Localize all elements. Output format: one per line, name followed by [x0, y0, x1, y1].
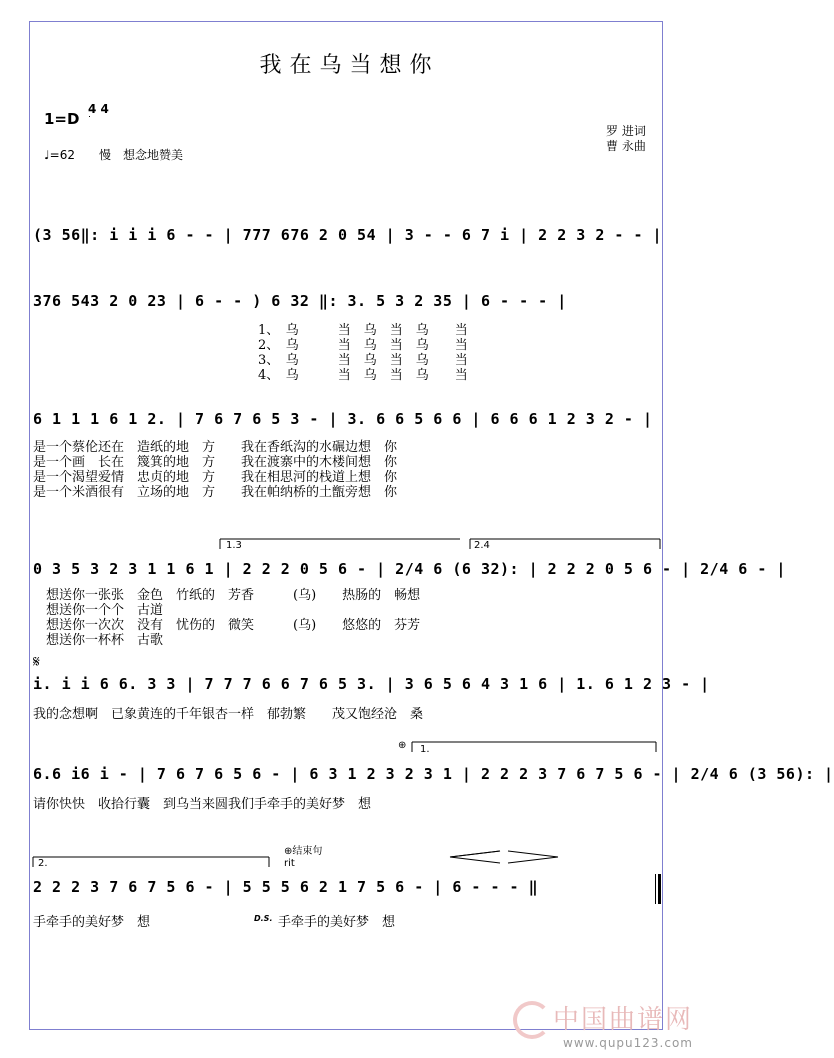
- lyric-line-6: 请你快快 收拾行囊 到乌当来圆我们手牵手的美好梦 想: [33, 797, 372, 812]
- lyric-line-2-2: 2、 乌 当 乌 当 乌 当: [258, 338, 468, 353]
- notation-line-4: 0 3 5 3 2 3 1 1 6 1 | 2 2 2 0 5 6 - | 2/4 6 (6 32): | 2 2 2 0 5 6 - | 2/4 6 - |: [33, 560, 786, 578]
- notation-line-6: 6.6 i6 i - | 7 6 7 6 5 6 - | 6 3 1 2 3 2 3 1 | 2 2 2 3 7 6 7 5 6 - | 2/4 6 (3 56): |: [33, 765, 834, 783]
- volta-bracket-line7: [33, 855, 273, 869]
- volta-bracket-line6: [412, 740, 662, 754]
- time-sig-top: 4: [88, 102, 97, 116]
- watermark: [553, 999, 693, 1050]
- notation-line-5: i. i i 6 6. 3 3 | 7 7 7 6 6 7 6 5 3. | 3 6 5 6 4 3 1 6 | 1. 6 1 2 3 - |: [33, 675, 710, 693]
- notation-line-1: (3 56‖: i i i 6 - - | 777 676 2 0 54 | 3 - - 6 7 i | 2 2 3 2 - - |: [33, 226, 663, 244]
- lyric-line-2-3: 3、 乌 当 乌 当 乌 当: [258, 353, 468, 368]
- lyric-line-7-a: 手牵手的美好梦 想: [33, 915, 164, 930]
- key-signature: 1=D: [44, 110, 80, 128]
- lyric-line-3-4: 是一个米酒很有 立场的地 方 我在帕纳桥的土甑旁想 你: [33, 485, 398, 500]
- tempo-marking: ♩=62 慢 想念地赞美: [44, 148, 183, 162]
- lyric-line-4-3: 想送你一次次 没有 忧伤的 微笑 (乌) 悠悠的 芬芳: [46, 618, 421, 633]
- lyric-line-2-1: 1、 乌 当 乌 当 乌 当: [258, 323, 468, 338]
- lyric-line-3-2: 是一个画 长在 篾箕的地 方 我在渡寨中的木楼间想 你: [33, 455, 398, 470]
- ritardando: rit: [284, 858, 295, 869]
- lyric-line-3-3: 是一个渴望爱情 忠贞的地 方 我在相思河的栈道上想 你: [33, 470, 398, 485]
- coda-label: ⊕结束句: [284, 846, 323, 857]
- lyric-line-7-b: 手牵手的美好梦 想: [278, 915, 396, 930]
- volta-brackets: [220, 537, 670, 551]
- lyric-line-2-4: 4、 乌 当 乌 当 乌 当: [258, 368, 468, 383]
- coda-sign: ⊕: [398, 740, 407, 751]
- notation-line-7: 2 2 2 3 7 6 7 5 6 - | 5 5 5 6 2 1 7 5 6 - | 6 - - - ‖: [33, 878, 539, 896]
- watermark-url: www.qupu123.com: [563, 1036, 693, 1050]
- watermark-logo-icon: [513, 1001, 551, 1039]
- time-sig-bottom: 4: [100, 102, 109, 116]
- final-barline-thin: [655, 874, 656, 904]
- lyric-line-3-1: 是一个蔡伦还在 造纸的地 方 我在香纸沟的水碾边想 你: [33, 440, 398, 455]
- composer: 曹 永曲: [606, 139, 646, 153]
- volta-1: 1.: [420, 744, 430, 755]
- volta-1-3: 1.3: [226, 540, 242, 551]
- lyric-line-4-2: 想送你一个个 古道: [46, 603, 164, 618]
- lyric-line-4-4: 想送你一杯杯 古歌: [46, 633, 164, 648]
- lyricist: 罗 进词: [606, 124, 646, 138]
- notation-line-2: 376 543 2 0 23 | 6 - - ) 6 32 ‖: 3. 5 3 2 35 | 6 - - - |: [33, 292, 567, 310]
- decrescendo-hairpins: [450, 850, 560, 864]
- credits: [606, 124, 646, 154]
- volta-2-4: 2.4: [474, 540, 490, 551]
- song-title: 我在乌当想你: [259, 53, 440, 78]
- final-barline-thick: [658, 874, 661, 904]
- time-signature: [88, 102, 109, 116]
- lyric-line-4-1: 想送你一张张 金色 竹纸的 芳香 (乌) 热肠的 畅想: [46, 588, 421, 603]
- notation-line-3: 6 1 1 1 6 1 2. | 7 6 7 6 5 3 - | 3. 6 6 5 6 6 | 6 6 6 1 2 3 2 - |: [33, 410, 653, 428]
- volta-2: 2.: [38, 858, 48, 869]
- segno-sign: 𝄋: [33, 652, 40, 671]
- lyric-line-5: 我的念想啊 已象黄连的千年银杏一样 郁勃繁 茂又饱经沧 桑: [33, 707, 424, 722]
- watermark-name: 中国曲谱网: [552, 1005, 693, 1035]
- dal-segno: D.S.: [254, 914, 273, 923]
